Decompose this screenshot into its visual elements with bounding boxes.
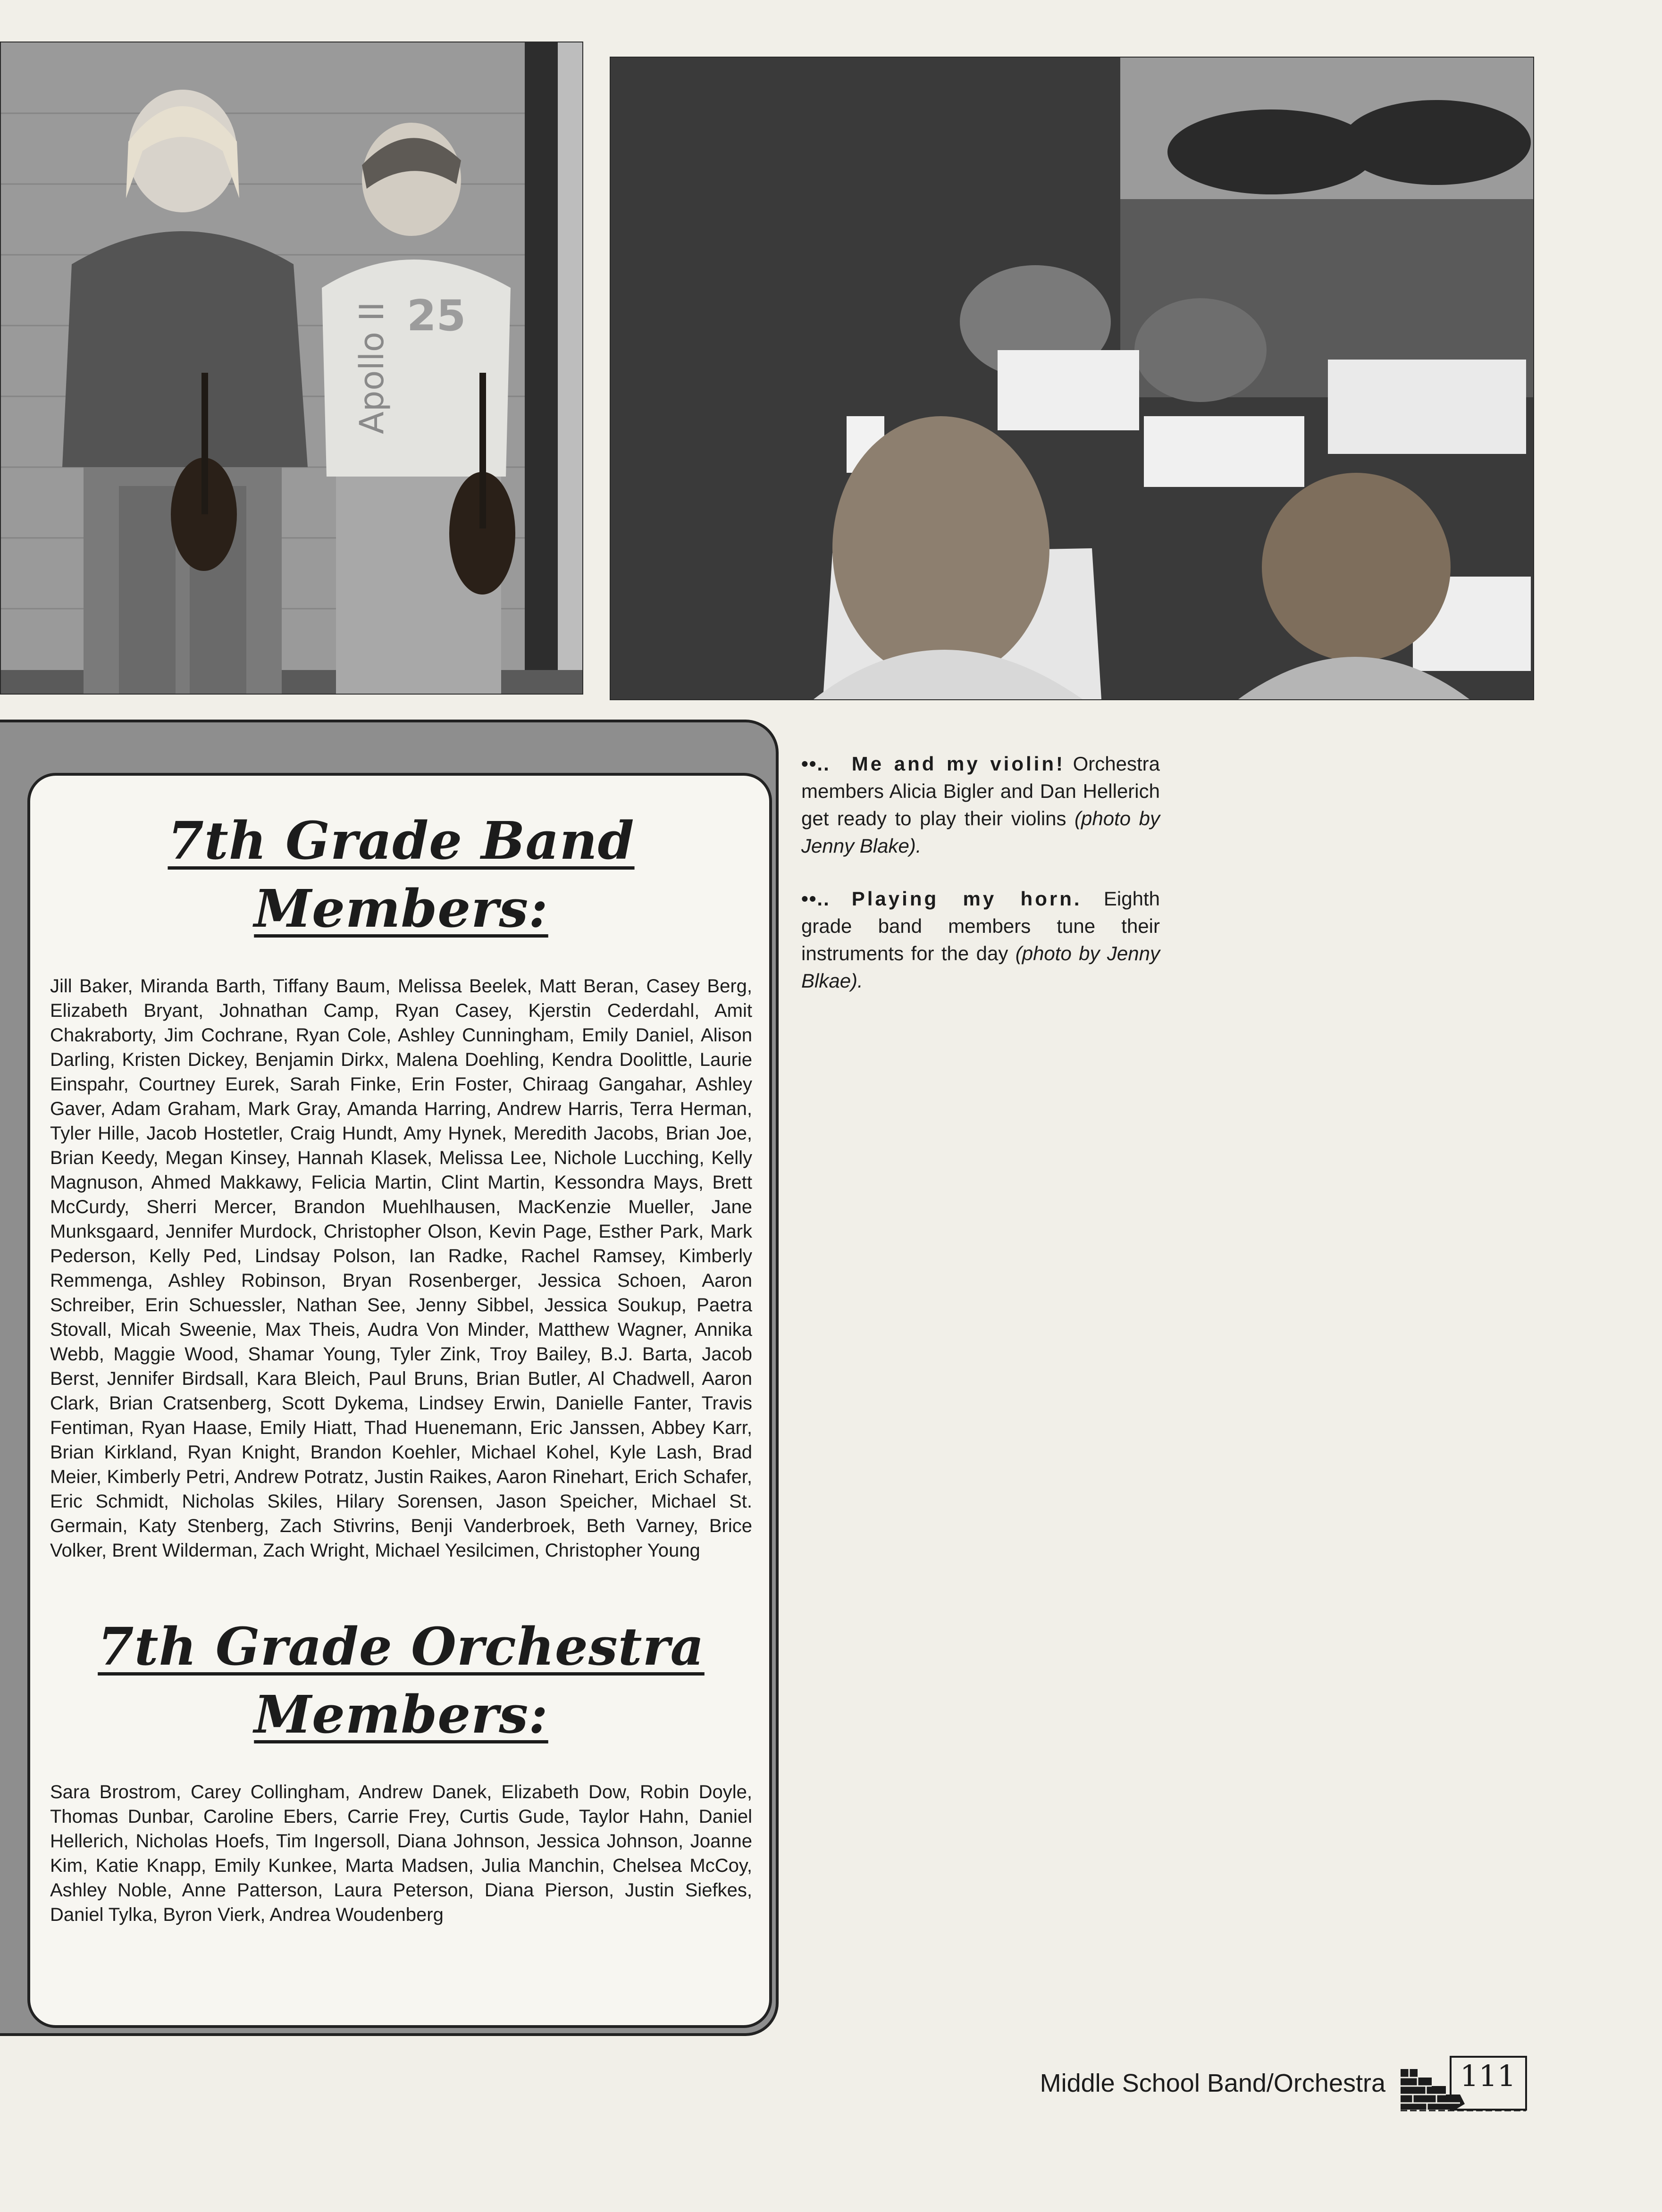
caption-text: Eighth grade band members tune their instruments for the day	[801, 888, 1160, 964]
photo-violin-students-image	[1, 42, 582, 694]
caption-marker: ••..	[801, 888, 830, 910]
orchestra-heading-line2: Members:	[254, 1684, 548, 1745]
page-number-tab	[1399, 2055, 1528, 2111]
photo-credit: (photo by Jenny Blake).	[801, 807, 1160, 857]
orchestra-heading-line1: 7th Grade Orchestra	[98, 1616, 705, 1677]
page-number: 111	[1460, 2059, 1516, 2093]
section-label: Middle School Band/Orchestra	[1040, 2069, 1385, 2097]
caption-marker: ••..	[801, 753, 830, 775]
photo-band-tuning-image	[611, 58, 1533, 699]
band-heading-line2: Members:	[254, 878, 548, 939]
band-member-list: Jill Baker, Miranda Barth, Tiffany Baum, Melissa Beelek, Matt Beran, Casey Berg, Elizabeth Bryant, Johnathan Camp, Ryan Casey, Kjerstin Cederdahl, Amit Chakraborty, Jim Cochrane, Ryan Cole, Ashley Cunningham, Emily Daniel, Alison Darling, Kristen Dickey, Benjamin Dirkx, Malena Doehling, Kendra Doolittle, Laurie Einspahr, Courtney Eurek, Sarah Finke, Erin Foster, Chiraag Gangahar, Ashley Gaver, Adam Graham, Mark Gray, Amanda Harring, Andrew Harris, Terra Herman, Tyler Hille, Jacob Hostetler, Craig Hundt, Amy Hynek, Meredith Jacobs, Brian Joe, Brian Keedy, Megan Kinsey, Hannah Klasek, Melissa Lee, Nichole Lucching, Kelly Magnuson, Ahmed Makkawy, Felicia Martin, Clint Martin, Kessondra Mays, Brett McCurdy, Sherri Mercer, Brandon Muehlhausen, MacKenzie Mueller, Jane Munksgaard, Jennifer Murdock, Christopher Olson, Kevin Page, Esther Park, Mark Pederson, Kelly Ped, Lindsay Polson, Ian Radke, Rachel Ramsey, Kimberly Remmenga, Ashley Robinson, Bryan Rosenberger, Jessica Schoen, Aaron Schreiber, Erin Schuessler, Nathan See, Jenny Sibbel, Jessica Soukup, Paetra Stovall, Micah Sweenie, Max Theis, Audra Von Minder, Matthew Wagner, Annika Webb, Maggie Wood, Shamar Young, Tyler Zink, Troy Bailey, B.J. Barta, Jacob Berst, Jennifer Birdsall, Kara Bleich, Paul Bruns, Brian Butler, Al Chadwell, Aaron Clark, Brian Cratsenberg, Scott Dykema, Lindsey Erwin, Danielle Fanter, Travis Fentiman, Ryan Haase, Emily Hiatt, Thad Huenemann, Eric Janssen, Abbey Karr, Brian Kirkland, Ryan Knight, Brandon Koehler, Michael Kohel, Kyle Lash, Brad Meier, Kimberly Petri, Andrew Potratz, Justin Raikes, Aaron Rinehart, Erich Schafer, Eric Schmidt, Nicholas Skiles, Hilary Sorensen, Jason Speicher, Michael St. Germain, Katy Stenberg, Zach Stivrins, Benji Vanderbroek, Beth Varney, Brice Volker, Brent Wilderman, Zach Wright, Michael Yesilcimen, Christopher Young	[50, 976, 752, 1561]
photo-credit: (photo by Jenny Blkae).	[801, 942, 1160, 992]
caption-lead: Playing my horn.	[851, 888, 1082, 910]
orchestra-member-list: Sara Brostrom, Carey Collingham, Andrew Danek, Elizabeth Dow, Robin Doyle, Thomas Dunbar, Caroline Ebers, Carrie Frey, Curtis Gude, Taylor Hahn, Daniel Hellerich, Nicholas Hoefs, Tim Ingersoll, Diana Johnson, Jessica Johnson, Joanne Kim, Katie Knapp, Emily Kunkee, Marta Madsen, Julia Manchin, Chelsea McCoy, Ashley Noble, Anne Patterson, Laura Peterson, Diana Pierson, Justin Siefkes, Daniel Tylka, Byron Vierk, Andrea Woudenberg	[50, 1782, 752, 1925]
photo-violin-students	[0, 42, 583, 695]
caption-violin	[801, 750, 1160, 860]
shirt-number: 25	[407, 291, 466, 341]
photo-captions	[801, 750, 1160, 1020]
caption-lead: Me and my violin!	[851, 753, 1065, 775]
photo-band-tuning	[610, 57, 1534, 700]
caption-text: Orchestra members Alicia Bigler and Dan Hellerich get ready to play their violins	[801, 753, 1160, 830]
band-heading-line1: 7th Grade Band	[168, 810, 635, 871]
shirt-text: Apollo II	[353, 302, 391, 434]
caption-horn	[801, 885, 1160, 995]
roster-panel	[27, 773, 772, 2028]
page-footer	[1040, 2057, 1528, 2109]
